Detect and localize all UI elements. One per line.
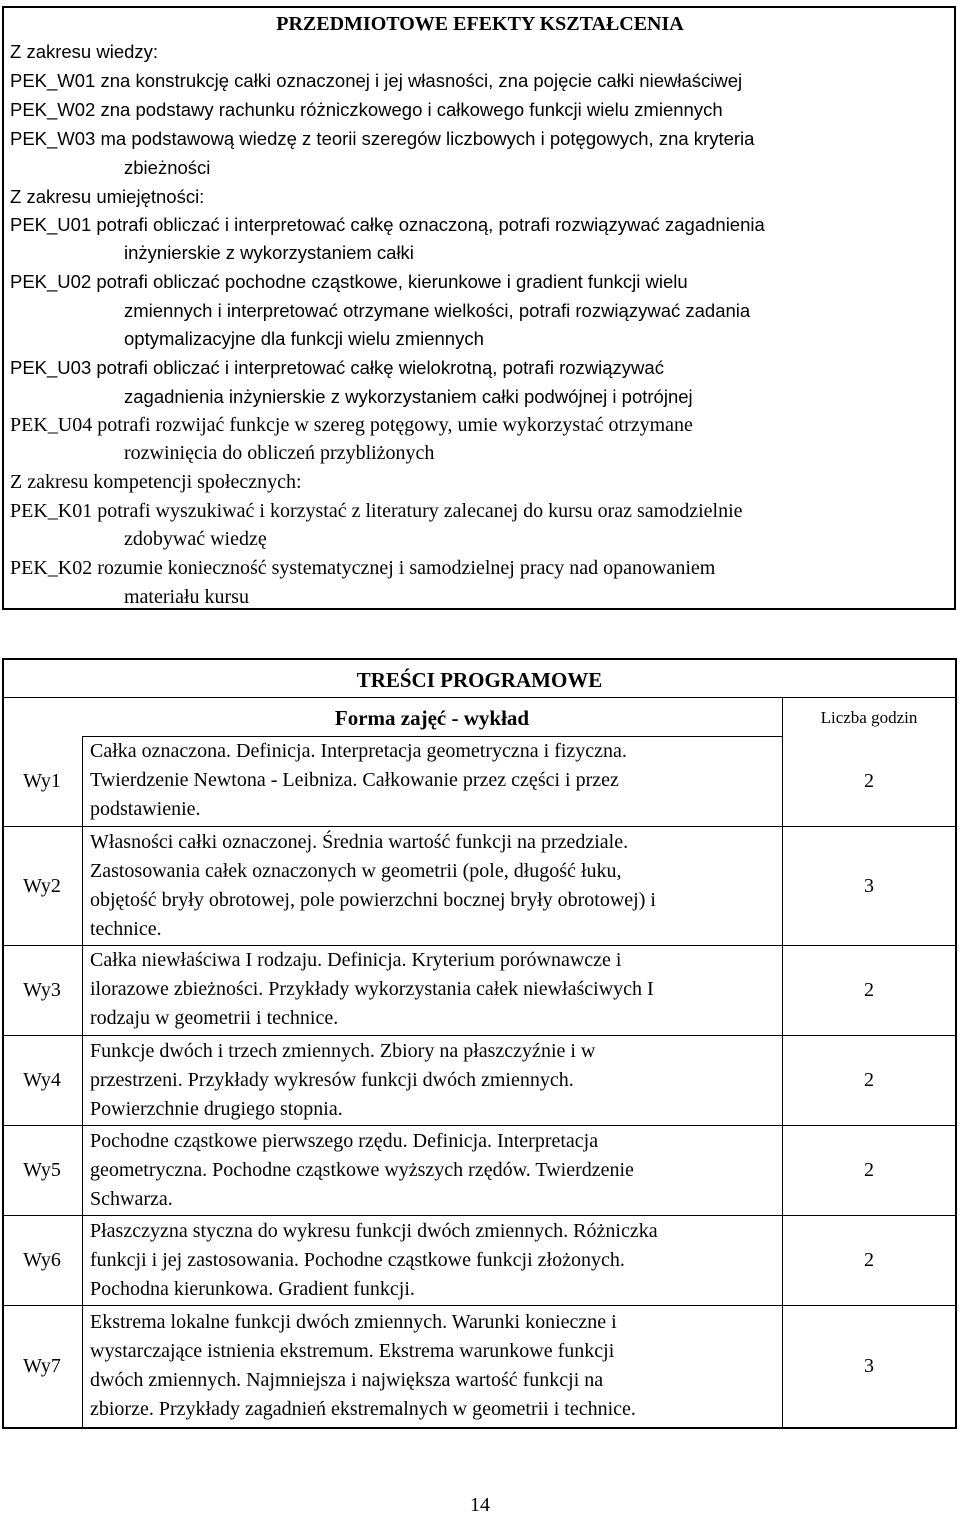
row-content-Wy4 xyxy=(90,1037,770,1124)
table-rule xyxy=(2,826,957,827)
knowledge-header: Z zakresu wiedzy: xyxy=(10,41,159,62)
hours-header: Liczba godzin xyxy=(820,708,918,727)
row-line: Funkcje dwóch i trzech zmiennych. Zbiory na płaszczyźnie i w xyxy=(90,1040,596,1062)
outcome-PEK_W03-cont: zbieżności xyxy=(124,157,211,178)
row-hours-Wy3: 2 xyxy=(864,979,874,1001)
outcome-PEK_U02-cont2: optymalizacyjne dla funkcji wielu zmiennych xyxy=(124,328,484,349)
row-line: Własności całki oznaczonej. Średnia wartość funkcji na przedziale. xyxy=(90,831,629,853)
table-rule xyxy=(2,1125,957,1126)
outcome-PEK_W02: PEK_W02 zna podstawy rachunku różniczkowego i całkowego funkcji wielu zmiennych xyxy=(10,99,723,120)
row-line: Pochodne cząstkowe pierwszego rzędu. Definicja. Interpretacja xyxy=(90,1130,599,1152)
row-hours-Wy4: 2 xyxy=(864,1069,874,1091)
table-rule xyxy=(2,1215,957,1216)
row-content-Wy7 xyxy=(90,1308,770,1424)
table-column-rule xyxy=(782,697,783,1429)
row-content-Wy6 xyxy=(90,1217,770,1304)
row-line: Płaszczyzna styczna do wykresu funkcji dwóch zmiennych. Różniczka xyxy=(90,1220,658,1242)
row-content-Wy3 xyxy=(90,946,770,1033)
row-line: dwóch zmiennych. Najmniejsza i największa wartość funkcji na xyxy=(90,1369,604,1391)
outcome-PEK_U04-cont: rozwinięcia do obliczeń przybliżonych xyxy=(124,442,435,464)
outcome-PEK_K01: PEK_K01 potrafi wyszukiwać i korzystać z literatury zalecanej do kursu oraz samodzielnie xyxy=(10,500,743,522)
row-hours-Wy7: 3 xyxy=(864,1355,874,1377)
row-line: wystarczające istnienia ekstremum. Ekstrema warunkowe funkcji xyxy=(90,1340,615,1362)
row-hours-Wy5: 2 xyxy=(864,1159,874,1181)
outcome-PEK_W01: PEK_W01 zna konstrukcję całki oznaczonej i jej własności, zna pojęcie całki niewłaściwej xyxy=(10,70,743,91)
outcomes-title: PRZEDMIOTOWE EFEKTY KSZTAŁCENIA xyxy=(276,13,684,35)
row-content-Wy5 xyxy=(90,1127,770,1214)
row-line: przestrzeni. Przykłady wykresów funkcji dwóch zmiennych. xyxy=(90,1069,574,1091)
row-line: Całka niewłaściwa I rodzaju. Definicja. Kryterium porównawcze i xyxy=(90,949,622,971)
row-line: technice. xyxy=(90,918,162,940)
row-line: Całka oznaczona. Definicja. Interpretacja geometryczna i fizyczna. xyxy=(90,740,627,762)
row-label-Wy5: Wy5 xyxy=(23,1159,61,1181)
outcome-PEK_U01-cont: inżynierskie z wykorzystaniem całki xyxy=(124,242,414,263)
row-label-Wy1: Wy1 xyxy=(23,770,61,792)
row-label-Wy6: Wy6 xyxy=(23,1249,61,1271)
outcome-PEK_K02-cont: materiału kursu xyxy=(124,586,249,608)
outcome-PEK_U01: PEK_U01 potrafi obliczać i interpretować całkę oznaczoną, potrafi rozwiązywać zagadnienia xyxy=(10,214,765,235)
row-label-Wy7: Wy7 xyxy=(23,1355,61,1377)
table-rule xyxy=(2,1035,957,1036)
outcome-PEK_U02-cont1: zmiennych i interpretować otrzymane wielkości, potrafi rozwiązywać zadania xyxy=(124,300,751,321)
row-line: zbiorze. Przykłady zagadnień ekstremalnych w geometrii i technice. xyxy=(90,1398,636,1420)
outcome-PEK_W03: PEK_W03 ma podstawową wiedzę z teorii szeregów liczbowych i potęgowych, zna kryteria xyxy=(10,128,755,149)
row-line: Twierdzenie Newtona - Leibniza. Całkowanie przez części i przez xyxy=(90,769,619,791)
table-rule xyxy=(2,1305,957,1306)
row-line: Zastosowania całek oznaczonych w geometrii (pole, długość łuku, xyxy=(90,860,622,882)
row-line: objętość bryły obrotowej, pole powierzchni bocznej bryły obrotowej) i xyxy=(90,889,656,911)
outcome-PEK_U04: PEK_U04 potrafi rozwijać funkcje w szereg potęgowy, umie wykorzystać otrzymane xyxy=(10,414,693,436)
outcome-PEK_K02: PEK_K02 rozumie konieczność systematycznej i samodzielnej pracy nad opanowaniem xyxy=(10,557,716,579)
row-line: Pochodna kierunkowa. Gradient funkcji. xyxy=(90,1278,415,1300)
row-line: Powierzchnie drugiego stopnia. xyxy=(90,1098,343,1120)
row-hours-Wy6: 2 xyxy=(864,1249,874,1271)
outcome-PEK_K01-cont: zdobywać wiedzę xyxy=(124,528,267,550)
row-hours-Wy1: 2 xyxy=(864,770,874,792)
row-line: podstawienie. xyxy=(90,798,201,820)
row-line: ilorazowe zbieżności. Przykłady wykorzystania całek niewłaściwych I xyxy=(90,978,654,1000)
row-line: Schwarza. xyxy=(90,1188,173,1210)
skills-header: Z zakresu umiejętności: xyxy=(10,186,205,207)
table-column-rule xyxy=(82,736,83,1429)
outcome-PEK_U03: PEK_U03 potrafi obliczać i interpretować całkę wielokrotną, potrafi rozwiązywać xyxy=(10,357,664,378)
row-label-Wy4: Wy4 xyxy=(23,1069,61,1091)
competence-header: Z zakresu kompetencji społecznych: xyxy=(10,471,302,493)
row-line: Ekstrema lokalne funkcji dwóch zmiennych. Warunki konieczne i xyxy=(90,1311,617,1333)
row-content-Wy2 xyxy=(90,828,770,944)
row-hours-Wy2: 3 xyxy=(864,875,874,897)
program-title: TREŚCI PROGRAMOWE xyxy=(356,668,603,692)
row-line: geometryczna. Pochodne cząstkowe wyższych rzędów. Twierdzenie xyxy=(90,1159,634,1181)
page-number: 14 xyxy=(470,1494,490,1516)
row-line: rodzaju w geometrii i technice. xyxy=(90,1007,339,1029)
form-header: Forma zajęć - wykład xyxy=(334,706,530,730)
row-label-Wy2: Wy2 xyxy=(23,875,61,897)
row-content-Wy1 xyxy=(90,737,770,824)
outcome-PEK_U02: PEK_U02 potrafi obliczać pochodne cząstkowe, kierunkowe i gradient funkcji wielu xyxy=(10,271,688,292)
outcome-PEK_U03-cont: zagadnienia inżynierskie z wykorzystaniem całki podwójnej i potrójnej xyxy=(124,386,693,407)
row-line: funkcji i jej zastosowania. Pochodne cząstkowe funkcji złożonych. xyxy=(90,1249,625,1271)
row-label-Wy3: Wy3 xyxy=(23,979,61,1001)
table-rule xyxy=(2,697,957,698)
